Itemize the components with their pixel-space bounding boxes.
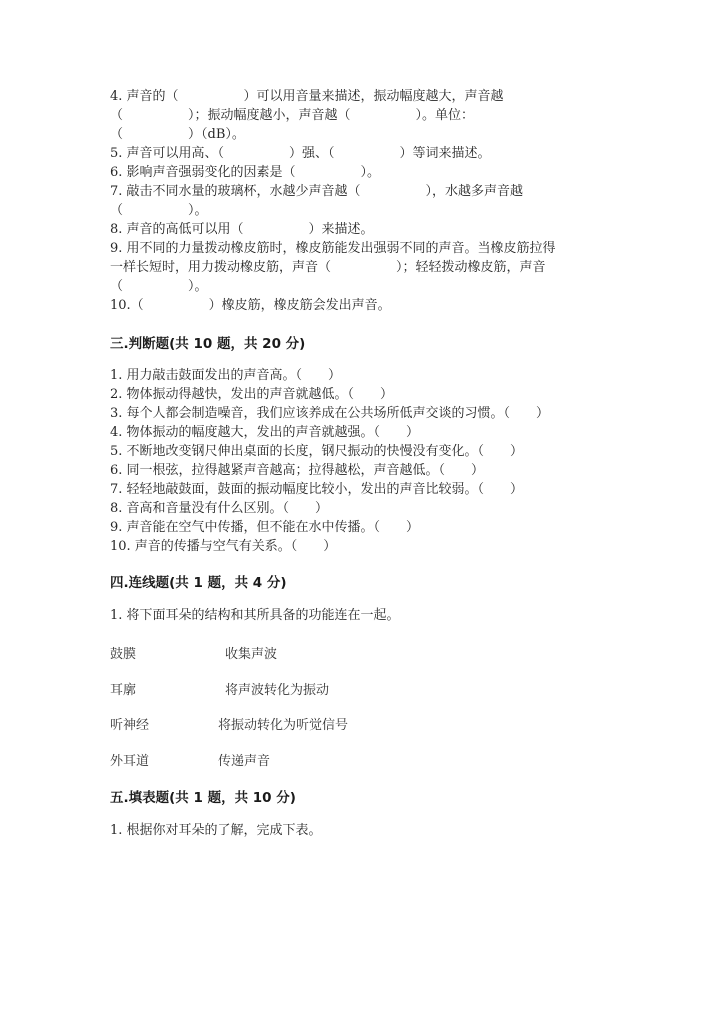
fill-blank-line: （ ）；振动幅度越小，声音越（ ）。单位： bbox=[110, 108, 475, 123]
matching-right-item: 将振动转化为听觉信号 bbox=[218, 718, 349, 733]
fill-blank-line: 4. 声音的（ ）可以用音量来描述，振动幅度越大，声音越 bbox=[110, 89, 504, 104]
fill-blank-line: 9. 用不同的力量拨动橡皮筋时，橡皮筋能发出强弱不同的声音。当橡皮筋拉得 bbox=[110, 241, 556, 256]
true-false-item: 4. 物体振动的幅度越大，发出的声音就越强。（ ） bbox=[110, 425, 420, 440]
fill-blank-line: 一样长短时，用力拨动橡皮筋，声音（ ）；轻轻拨动橡皮筋，声音 bbox=[110, 260, 546, 275]
true-false-item: 7. 轻轻地敲鼓面，鼓面的振动幅度比较小，发出的声音比较弱。（ ） bbox=[110, 482, 524, 497]
fill-blank-line: （ ）。 bbox=[110, 279, 208, 294]
matching-right-item: 收集声波 bbox=[225, 647, 278, 662]
fill-blank-line: （ ）（dB）。 bbox=[110, 127, 245, 142]
matching-left-item: 鼓膜 bbox=[110, 647, 137, 662]
fill-blank-line: 6. 影响声音强弱变化的因素是（ ）。 bbox=[110, 165, 381, 180]
matching-right-item: 传递声音 bbox=[218, 754, 271, 769]
true-false-item: 8. 音高和音量没有什么区别。（ ） bbox=[110, 501, 329, 516]
fill-blank-line: （ ）。 bbox=[110, 203, 208, 218]
true-false-item: 3. 每个人都会制造噪音，我们应该养成在公共场所低声交谈的习惯。（ ） bbox=[110, 406, 550, 421]
matching-left-item: 耳廓 bbox=[110, 683, 137, 698]
matching-left-item: 听神经 bbox=[110, 718, 150, 733]
section-heading-fill-table: 五.填表题(共 1 题，共 10 分) bbox=[110, 790, 296, 806]
fill-blank-line: 10.（ ）橡皮筋，橡皮筋会发出声音。 bbox=[110, 298, 391, 313]
true-false-item: 6. 同一根弦，拉得越紧声音越高；拉得越松，声音越低。（ ） bbox=[110, 463, 485, 478]
true-false-item: 1. 用力敲击鼓面发出的声音高。（ ） bbox=[110, 368, 342, 383]
section-heading-true-false: 三.判断题(共 10 题，共 20 分) bbox=[110, 336, 306, 352]
true-false-item: 10. 声音的传播与空气有关系。（ ） bbox=[110, 539, 337, 554]
matching-question: 1. 将下面耳朵的结构和其所具备的功能连在一起。 bbox=[110, 608, 400, 623]
matching-left-item: 外耳道 bbox=[110, 754, 150, 769]
matching-right-item: 将声波转化为振动 bbox=[225, 683, 330, 698]
section-heading-matching: 四.连线题(共 1 题，共 4 分) bbox=[110, 575, 287, 591]
fill-blank-line: 8. 声音的高低可以用（ ）来描述。 bbox=[110, 222, 374, 237]
fill-table-question: 1. 根据你对耳朵的了解，完成下表。 bbox=[110, 823, 322, 838]
fill-blank-line: 5. 声音可以用高、（ ）强、（ ）等词来描述。 bbox=[110, 146, 491, 161]
fill-blank-line: 7. 敲击不同水量的玻璃杯，水越少声音越（ ），水越多声音越 bbox=[110, 184, 524, 199]
true-false-item: 2. 物体振动得越快，发出的声音就越低。（ ） bbox=[110, 387, 394, 402]
true-false-item: 5. 不断地改变钢尺伸出桌面的长度，钢尺振动的快慢没有变化。（ ） bbox=[110, 444, 524, 459]
true-false-item: 9. 声音能在空气中传播，但不能在水中传播。（ ） bbox=[110, 520, 420, 535]
